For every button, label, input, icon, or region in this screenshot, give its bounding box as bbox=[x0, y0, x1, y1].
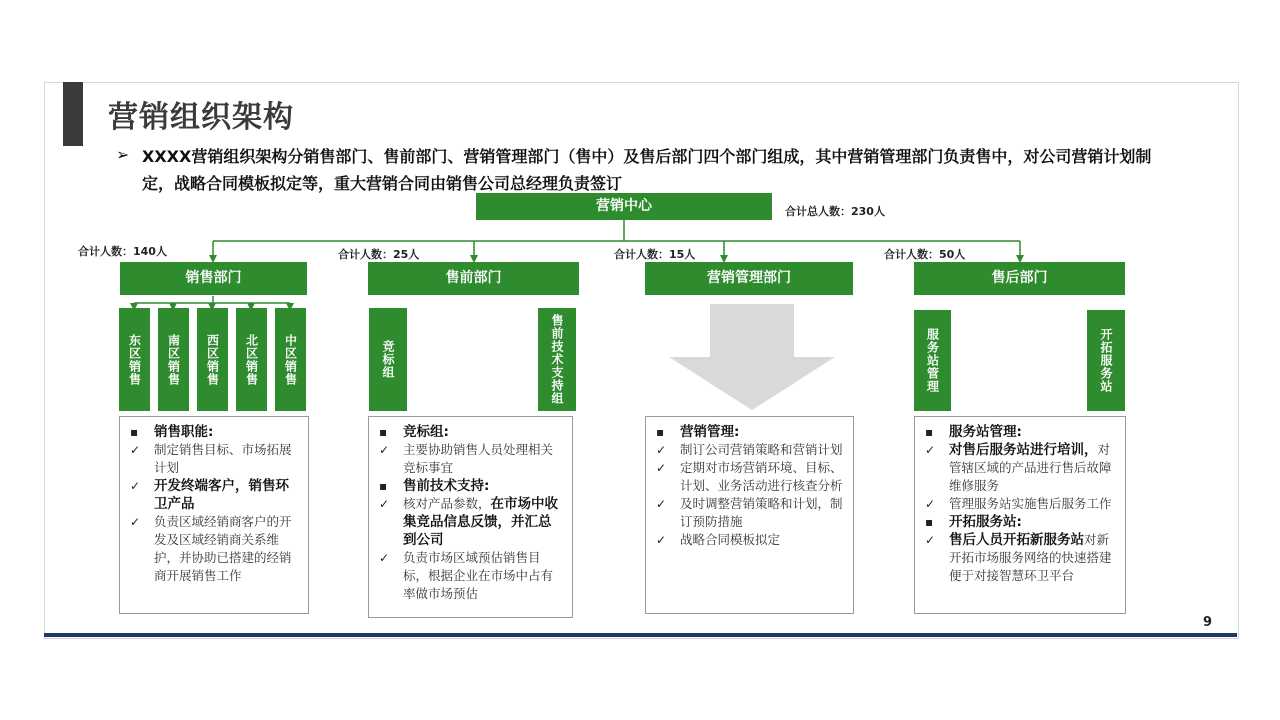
check-icon: ✓ bbox=[656, 461, 667, 475]
item-text-part: 核对产品参数， bbox=[403, 496, 491, 511]
intro-bullet-icon: ➢ bbox=[116, 145, 130, 164]
list-item bbox=[925, 531, 1117, 585]
check-icon: ✓ bbox=[379, 551, 390, 565]
list-item bbox=[656, 459, 845, 495]
page-title: 营销组织架构 bbox=[108, 100, 294, 135]
check-icon: ✓ bbox=[925, 497, 936, 511]
card-item-text: 负责区域经销商客户的开发及区域经销商关系维护，并协助已搭建的经销商开展销售工作 bbox=[154, 514, 292, 583]
item-text-part: 对管辖区域的产品进行售后故障维修服务 bbox=[949, 442, 1112, 493]
card-item-text: 定期对市场营销环境、目标、计划、业务活动进行核查分析 bbox=[680, 460, 843, 493]
list-item bbox=[130, 423, 300, 441]
list-item bbox=[925, 423, 1117, 441]
sub-presale-tech-support: 售前技术支持组 bbox=[538, 308, 576, 411]
card-item-text: 开发终端客户，销售环卫产品 bbox=[154, 478, 289, 512]
presale-dept-count: 合计人数：25人 bbox=[338, 248, 420, 261]
card-item-text: 主要协助销售人员处理相关竞标事宜 bbox=[403, 442, 554, 475]
list-item bbox=[656, 423, 845, 441]
check-icon: ✓ bbox=[925, 443, 936, 457]
sub-expand-service-station: 开拓服务站 bbox=[1087, 310, 1125, 411]
list-item bbox=[656, 531, 845, 549]
card-heading: 售前技术支持: bbox=[403, 478, 490, 494]
sales-dept-count: 合计人数：140人 bbox=[78, 245, 167, 258]
list-item bbox=[130, 441, 300, 477]
check-icon: ✓ bbox=[379, 443, 390, 457]
card-item-text bbox=[403, 495, 564, 549]
list-item bbox=[925, 441, 1117, 495]
down-arrow-shape bbox=[669, 304, 835, 410]
check-icon: ✓ bbox=[130, 443, 141, 457]
list-item bbox=[379, 495, 564, 549]
check-icon: ✓ bbox=[656, 533, 667, 547]
check-icon: ✓ bbox=[925, 533, 936, 547]
check-icon: ✓ bbox=[656, 497, 667, 511]
list-item bbox=[379, 477, 564, 495]
list-item bbox=[656, 441, 845, 459]
card-item-text: 战略合同模板拟定 bbox=[680, 532, 781, 547]
card-heading: 服务站管理: bbox=[949, 424, 1022, 440]
square-bullet-icon: ▪ bbox=[379, 479, 388, 493]
check-icon: ✓ bbox=[130, 515, 141, 529]
card-heading: 销售职能: bbox=[154, 424, 214, 440]
item-text-part: 对新开拓市场服务网络的快速搭建便于对接智慧环卫平台 bbox=[949, 532, 1112, 583]
square-bullet-icon: ▪ bbox=[379, 425, 388, 439]
square-bullet-icon: ▪ bbox=[925, 515, 934, 529]
management-duties-card bbox=[645, 416, 854, 614]
sub-bidding-group: 竞标组 bbox=[369, 308, 407, 411]
list-item bbox=[379, 549, 564, 603]
card-heading: 营销管理: bbox=[680, 424, 740, 440]
total-count: 合计总人数：230人 bbox=[785, 205, 885, 218]
square-bullet-icon: ▪ bbox=[925, 425, 934, 439]
list-item bbox=[130, 513, 300, 585]
list-item bbox=[925, 513, 1117, 531]
footer-line bbox=[44, 633, 1237, 637]
list-item bbox=[925, 495, 1117, 513]
sub-service-station-mgmt: 服务站管理 bbox=[914, 310, 951, 411]
aftersale-duties-card bbox=[914, 416, 1126, 614]
card-item-text: 制定销售目标、市场拓展计划 bbox=[154, 442, 292, 475]
check-icon: ✓ bbox=[379, 497, 390, 511]
sub-central-sales: 中区销售 bbox=[275, 308, 306, 411]
aftersale-dept-count: 合计人数：50人 bbox=[884, 248, 966, 261]
check-icon: ✓ bbox=[656, 443, 667, 457]
sub-east-sales: 东区销售 bbox=[119, 308, 150, 411]
item-text-bold: 售后人员开拓新服务站 bbox=[949, 532, 1084, 548]
list-item bbox=[130, 477, 300, 513]
management-dept-box: 营销管理部门 bbox=[645, 262, 853, 295]
card-item-text: 管理服务站实施售后服务工作 bbox=[949, 496, 1112, 511]
card-item-text bbox=[949, 531, 1117, 585]
item-text-bold: 对售后服务站进行培训， bbox=[949, 442, 1098, 458]
sales-duties-card bbox=[119, 416, 309, 614]
page-number: 9 bbox=[1203, 615, 1213, 630]
sub-west-sales: 西区销售 bbox=[197, 308, 228, 411]
presale-dept-box: 售前部门 bbox=[368, 262, 579, 295]
square-bullet-icon: ▪ bbox=[130, 425, 139, 439]
management-dept-count: 合计人数：15人 bbox=[614, 248, 696, 261]
card-item-text bbox=[949, 441, 1117, 495]
item-text-bold: 在市场中收集竞品信息反馈，并汇总到公司 bbox=[403, 496, 559, 548]
aftersale-dept-box: 售后部门 bbox=[914, 262, 1125, 295]
card-item-text: 负责市场区域预估销售目标，根据企业在市场中占有率做市场预估 bbox=[403, 550, 554, 601]
card-item-text: 制订公司营销策略和营销计划 bbox=[680, 442, 843, 457]
presale-duties-card bbox=[368, 416, 573, 618]
sales-dept-box: 销售部门 bbox=[120, 262, 307, 295]
check-icon: ✓ bbox=[130, 479, 141, 493]
sub-north-sales: 北区销售 bbox=[236, 308, 267, 411]
card-heading: 开拓服务站: bbox=[949, 514, 1022, 530]
card-heading: 竞标组: bbox=[403, 424, 449, 440]
list-item bbox=[379, 423, 564, 441]
marketing-center-box: 营销中心 bbox=[476, 193, 772, 220]
intro-text: XXXX营销组织架构分销售部门、售前部门、营销管理部门（售中）及售后部门四个部门组成，其中营销管理部门负责售中，对公司营销计划制定，战略合同模板拟定等，重大营销合同由销售公司总经理负责签订 bbox=[142, 147, 1152, 193]
list-item bbox=[379, 441, 564, 477]
list-item bbox=[656, 495, 845, 531]
sub-south-sales: 南区销售 bbox=[158, 308, 189, 411]
card-item-text: 及时调整营销策略和计划，制订预防措施 bbox=[680, 496, 843, 529]
square-bullet-icon: ▪ bbox=[656, 425, 665, 439]
